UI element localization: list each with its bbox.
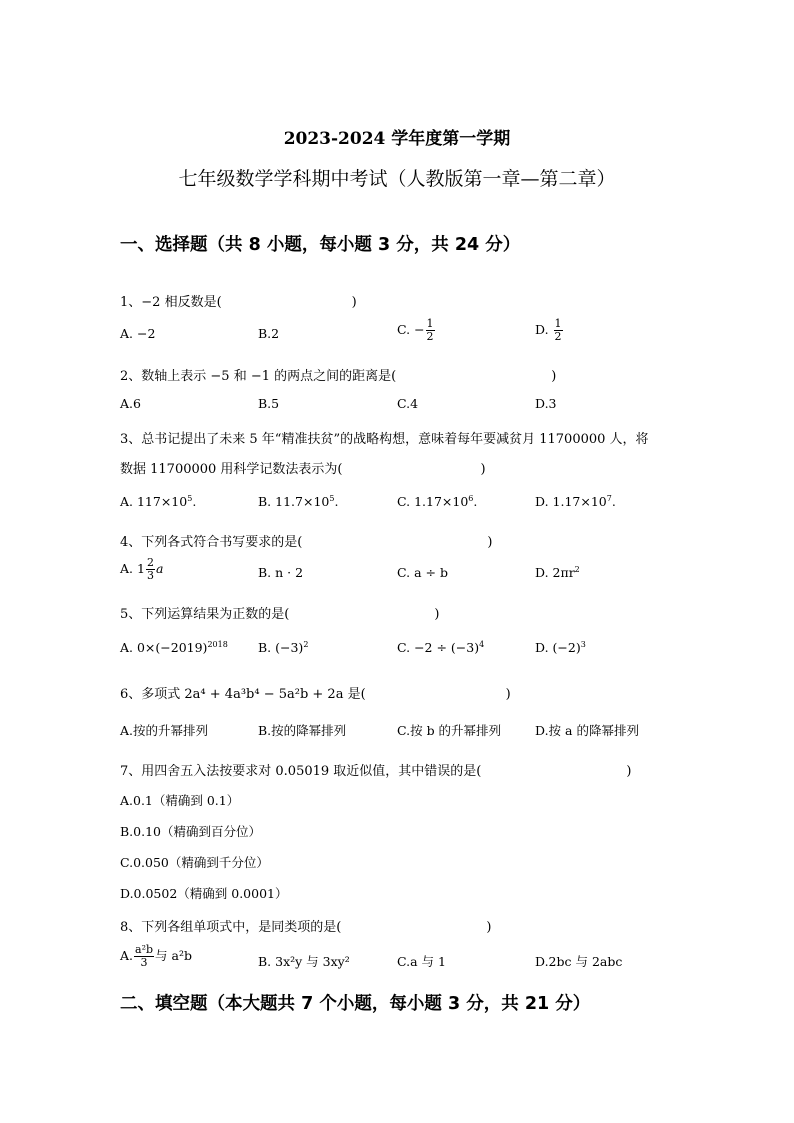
question-3-line-1: 3、总书记提出了未来 5 年“精准扶贫”的战略构想，意味着每年要减贫月 11700000 人，将 xyxy=(120,432,649,447)
q2-option-d: D.3 xyxy=(535,396,557,411)
exam-subtitle: 七年级数学学科期中考试（人教版第一章—第二章） xyxy=(178,168,616,190)
section-heading-multiple-choice: 一、选择题（共 8 小题，每小题 3 分，共 24 分） xyxy=(120,235,521,255)
q1-option-d: D. $\frac{1}{2}$ xyxy=(535,317,562,343)
exam-title: 2023-2024 学年度第一学期 xyxy=(283,129,511,149)
q6-option-d: D.按 a 的降幂排列 xyxy=(535,723,639,738)
q8-option-b: B. 3x²y 与 3xy² xyxy=(258,954,350,969)
q1-option-a: A. −2 xyxy=(120,326,156,341)
q3-option-b: B. $11.7\times 10^5$. xyxy=(258,494,339,510)
q1-option-c: C. − $\frac{1}{2}$ xyxy=(397,317,434,343)
question-4: 4、下列各式符合书写要求的是( ) xyxy=(120,535,493,550)
q7-option-b: B.0.10（精确到百分位） xyxy=(120,824,261,839)
q3-option-d: D. $1.17\times 10^7$. xyxy=(535,494,616,510)
q6-option-a: A.按的升幂排列 xyxy=(120,723,209,738)
q8-option-a: A. $\frac{\text{a²b}}{3}$ 与 a²b xyxy=(120,943,192,969)
q6-option-b: B.按的降幂排列 xyxy=(258,723,347,738)
q7-option-d: D.0.0502（精确到 0.0001） xyxy=(120,886,288,901)
q1-option-b: B.2 xyxy=(258,326,280,341)
fraction: $\frac{1}{2}$ xyxy=(554,317,562,343)
q4-option-b: B. n · 2 xyxy=(258,565,304,580)
q3-option-a: A. $117\times 10^5$. xyxy=(120,494,197,510)
q8-option-d: D.2bc 与 2abc xyxy=(535,954,623,969)
question-3-line-2: 数据 11700000 用科学记数法表示为( ) xyxy=(120,462,486,477)
question-5: 5、下列运算结果为正数的是( ) xyxy=(120,607,440,622)
q7-option-c: C.0.050（精确到千分位） xyxy=(120,855,269,870)
section-heading-fill-in: 二、填空题（本大题共 7 个小题，每小题 3 分，共 21 分） xyxy=(120,994,591,1014)
q3-option-c: C. $1.17\times 10^6$. xyxy=(397,494,478,510)
q4-option-a: A. 1 $\frac{2}{3}$ a xyxy=(120,556,164,582)
q5-option-d: D. $(-2)^3$ xyxy=(535,640,586,656)
q5-option-c: C. $-2 \div (-3)^4$ xyxy=(397,640,485,656)
q6-option-c: C.按 b 的升幂排列 xyxy=(397,723,502,738)
q4-option-d: D. $2\pi r^2$ xyxy=(535,565,580,581)
question-7: 7、用四舍五入法按要求对 0.05019 取近似值，其中错误的是( ) xyxy=(120,764,632,779)
q5-option-a: A. $0\times(-2019)^{2018}$ xyxy=(120,640,228,656)
fraction: $\frac{2}{3}$ xyxy=(146,556,154,582)
question-2: 2、数轴上表示 −5 和 −1 的两点之间的距离是( ) xyxy=(120,369,557,384)
q2-option-c: C.4 xyxy=(397,396,419,411)
q8-option-c: C.a 与 1 xyxy=(397,954,446,969)
question-2-stem: 2、数轴上表示 −5 和 −1 的两点之间的距离是( xyxy=(120,369,397,384)
q5-option-b: B. $(-3)^2$ xyxy=(258,640,309,656)
q2-option-b: B.5 xyxy=(258,396,280,411)
question-6: 6、多项式 2a⁴ + 4a³b⁴ − 5a²b + 2a 是( ) xyxy=(120,687,511,702)
fraction: $\frac{\text{a²b}}{3}$ xyxy=(135,943,154,969)
question-1: 1、−2 相反数是( ) xyxy=(120,295,357,310)
question-1-stem: 1、−2 相反数是( xyxy=(120,295,222,310)
q4-option-c: C. a ÷ b xyxy=(397,565,448,580)
q7-option-a: A.0.1（精确到 0.1） xyxy=(120,793,240,808)
fraction: $\frac{1}{2}$ xyxy=(426,317,434,343)
q2-option-a: A.6 xyxy=(120,396,141,411)
question-8: 8、下列各组单项式中，是同类项的是( ) xyxy=(120,920,492,935)
